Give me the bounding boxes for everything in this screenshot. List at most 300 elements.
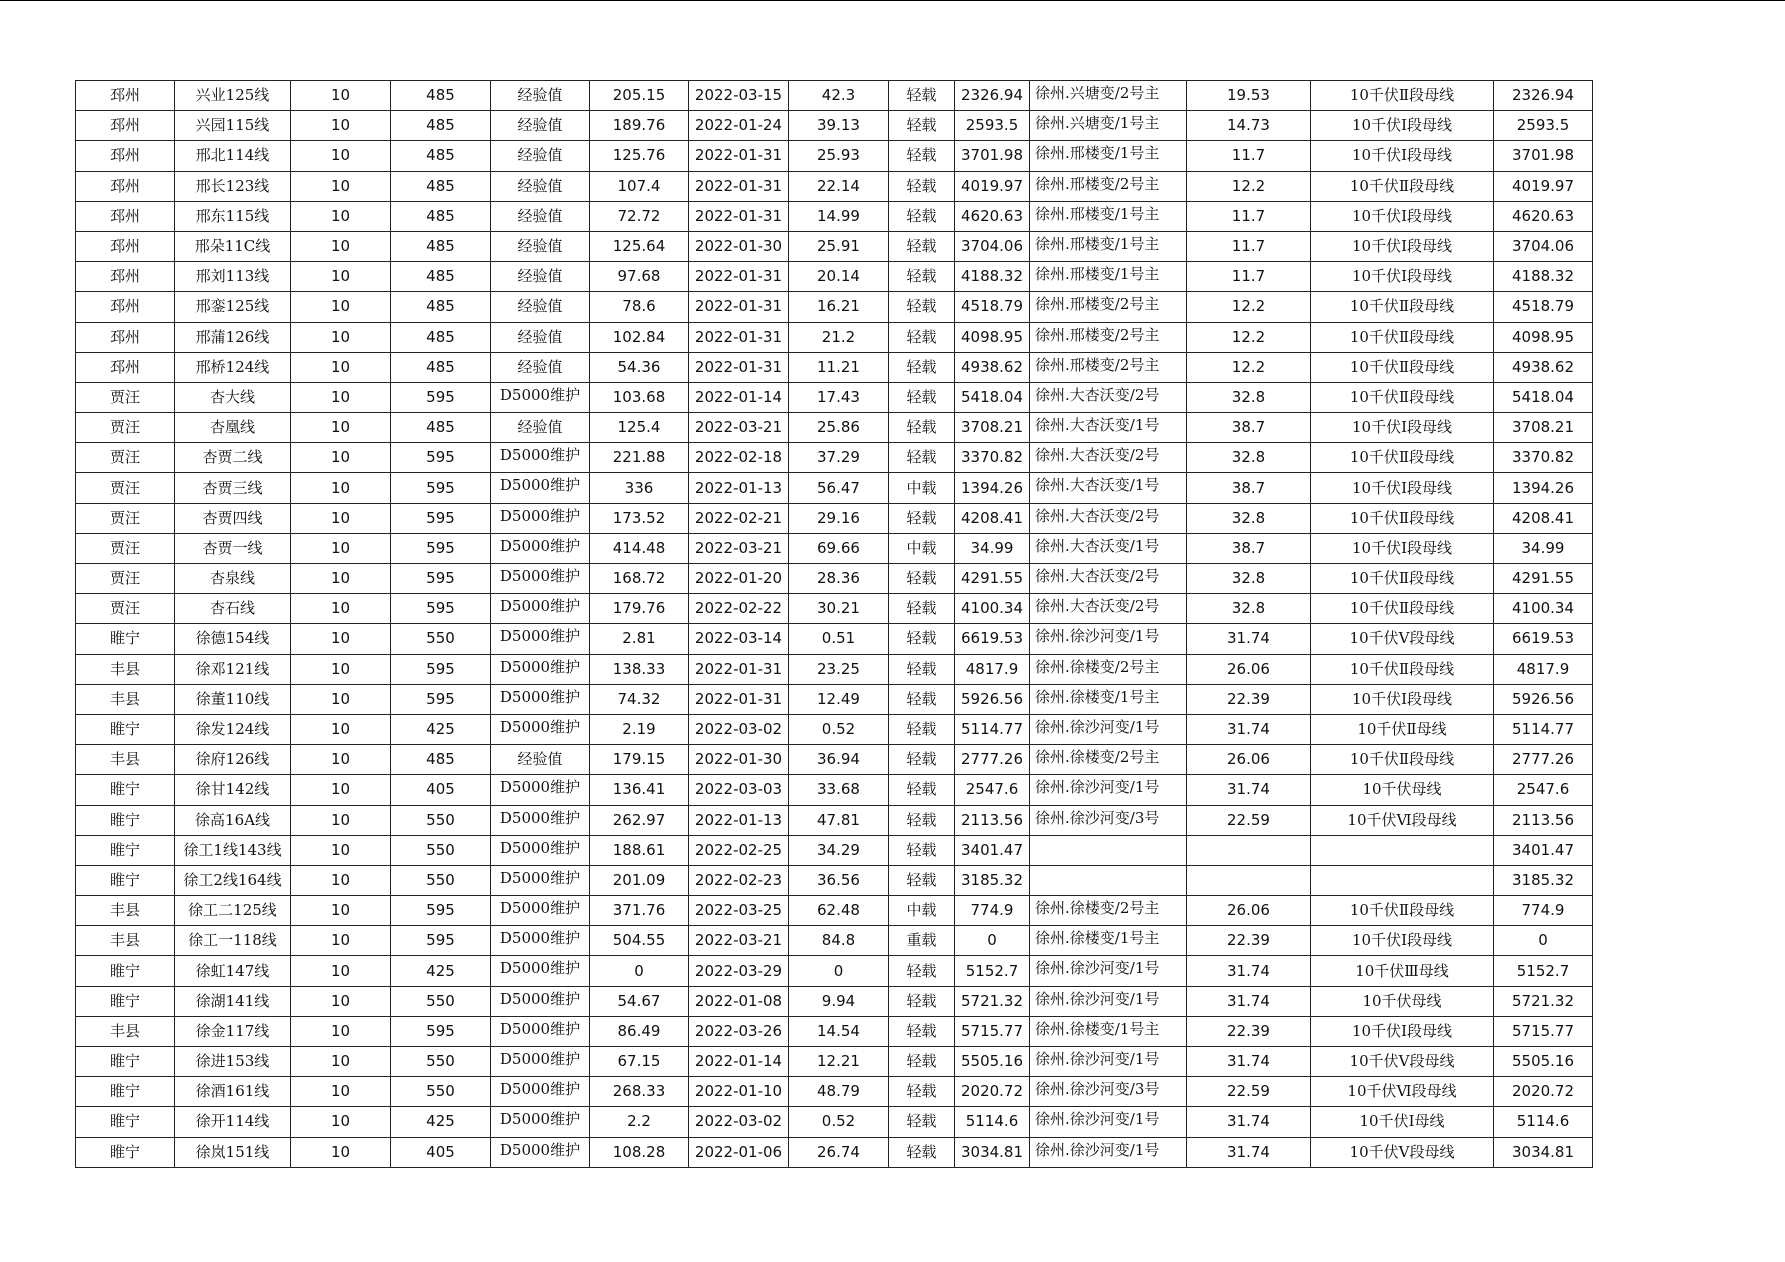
load-rate-cell: 0 xyxy=(789,956,889,986)
substation-transformer-cell: 徐州.邢楼变/1号主 xyxy=(1030,141,1187,171)
substation-transformer-cell: 徐州.徐沙河变/1号 xyxy=(1030,986,1187,1016)
max-current-cell: 179.15 xyxy=(590,745,689,775)
bus-section-cell: 10千伏Ⅲ母线 xyxy=(1311,956,1494,986)
max-current-cell: 268.33 xyxy=(590,1077,689,1107)
rated-current-cell: 485 xyxy=(391,81,491,111)
transformer-value-cell: 14.73 xyxy=(1187,111,1311,141)
line-name-cell: 徐发124线 xyxy=(175,714,291,744)
rated-current-cell: 595 xyxy=(391,1016,491,1046)
max-date-cell: 2022-03-02 xyxy=(689,1107,789,1137)
line-name-cell: 徐进153线 xyxy=(175,1047,291,1077)
source-method-cell: D5000维护 xyxy=(491,775,590,805)
substation-transformer-cell: 徐州.邢楼变/2号主 xyxy=(1030,322,1187,352)
spare-capacity-cell: 2593.5 xyxy=(1494,111,1593,141)
line-name-cell: 邢蒲126线 xyxy=(175,322,291,352)
load-status-cell: 轻载 xyxy=(889,262,955,292)
substation-transformer-cell: 徐州.邢楼变/1号主 xyxy=(1030,201,1187,231)
table-row xyxy=(76,564,1593,594)
voltage-cell: 10 xyxy=(291,624,391,654)
max-date-cell: 2022-01-30 xyxy=(689,745,789,775)
line-name-cell: 邢东115线 xyxy=(175,201,291,231)
voltage-cell: 10 xyxy=(291,81,391,111)
max-date-cell: 2022-01-31 xyxy=(689,201,789,231)
transformer-value-cell: 26.06 xyxy=(1187,745,1311,775)
load-rate-cell: 34.29 xyxy=(789,835,889,865)
max-date-cell: 2022-03-03 xyxy=(689,775,789,805)
max-current-cell: 72.72 xyxy=(590,201,689,231)
bus-section-cell: 10千伏Ⅰ段母线 xyxy=(1311,262,1494,292)
table-row xyxy=(76,956,1593,986)
rated-current-cell: 425 xyxy=(391,956,491,986)
line-name-cell: 徐高16A线 xyxy=(175,805,291,835)
voltage-cell: 10 xyxy=(291,262,391,292)
load-status-cell: 轻载 xyxy=(889,714,955,744)
table-row xyxy=(76,322,1593,352)
transformer-value-cell: 32.8 xyxy=(1187,443,1311,473)
max-current-cell: 201.09 xyxy=(590,865,689,895)
substation-transformer-cell: 徐州.徐沙河变/1号 xyxy=(1030,956,1187,986)
max-current-cell: 103.68 xyxy=(590,382,689,412)
transformer-value-cell: 38.7 xyxy=(1187,413,1311,443)
transformer-value-cell: 32.8 xyxy=(1187,382,1311,412)
source-method-cell: 经验值 xyxy=(491,262,590,292)
max-current-cell: 188.61 xyxy=(590,835,689,865)
line-name-cell: 徐酒161线 xyxy=(175,1077,291,1107)
spare-capacity-cell: 5114.6 xyxy=(1494,1107,1593,1137)
district-cell: 丰县 xyxy=(76,745,175,775)
transformer-value-cell: 11.7 xyxy=(1187,141,1311,171)
table-row xyxy=(76,503,1593,533)
bus-section-cell: 10千伏Ⅵ段母线 xyxy=(1311,805,1494,835)
load-status-cell: 轻载 xyxy=(889,1137,955,1167)
load-rate-cell: 9.94 xyxy=(789,986,889,1016)
rated-current-cell: 595 xyxy=(391,564,491,594)
load-status-cell: 轻载 xyxy=(889,352,955,382)
bus-section-cell: 10千伏Ⅱ段母线 xyxy=(1311,745,1494,775)
voltage-cell: 10 xyxy=(291,322,391,352)
load-status-cell: 轻载 xyxy=(889,443,955,473)
district-cell: 邳州 xyxy=(76,81,175,111)
available-capacity-cell: 4098.95 xyxy=(955,322,1030,352)
voltage-cell: 10 xyxy=(291,1047,391,1077)
substation-transformer-cell xyxy=(1030,835,1187,865)
load-status-cell: 轻载 xyxy=(889,775,955,805)
voltage-cell: 10 xyxy=(291,443,391,473)
voltage-cell: 10 xyxy=(291,1016,391,1046)
substation-transformer-cell: 徐州.徐楼变/2号主 xyxy=(1030,654,1187,684)
available-capacity-cell: 5418.04 xyxy=(955,382,1030,412)
source-method-cell: D5000维护 xyxy=(491,835,590,865)
bus-section-cell: 10千伏Ⅰ段母线 xyxy=(1311,111,1494,141)
spare-capacity-cell: 2326.94 xyxy=(1494,81,1593,111)
bus-section-cell: 10千伏Ⅰ段母线 xyxy=(1311,413,1494,443)
bus-section-cell: 10千伏Ⅰ母线 xyxy=(1311,1107,1494,1137)
rated-current-cell: 485 xyxy=(391,141,491,171)
rated-current-cell: 595 xyxy=(391,594,491,624)
spare-capacity-cell: 774.9 xyxy=(1494,896,1593,926)
table-row xyxy=(76,171,1593,201)
max-date-cell: 2022-03-21 xyxy=(689,413,789,443)
load-rate-cell: 11.21 xyxy=(789,352,889,382)
table-row xyxy=(76,986,1593,1016)
available-capacity-cell: 4938.62 xyxy=(955,352,1030,382)
load-rate-cell: 48.79 xyxy=(789,1077,889,1107)
source-method-cell: 经验值 xyxy=(491,413,590,443)
source-method-cell: D5000维护 xyxy=(491,564,590,594)
max-current-cell: 205.15 xyxy=(590,81,689,111)
bus-section-cell: 10千伏Ⅰ段母线 xyxy=(1311,141,1494,171)
source-method-cell: D5000维护 xyxy=(491,382,590,412)
table-row xyxy=(76,896,1593,926)
spare-capacity-cell: 4188.32 xyxy=(1494,262,1593,292)
table-row xyxy=(76,775,1593,805)
substation-transformer-cell: 徐州.大杏沃变/1号 xyxy=(1030,413,1187,443)
bus-section-cell: 10千伏Ⅴ段母线 xyxy=(1311,1137,1494,1167)
source-method-cell: D5000维护 xyxy=(491,926,590,956)
load-status-cell: 轻载 xyxy=(889,1107,955,1137)
available-capacity-cell: 2547.6 xyxy=(955,775,1030,805)
max-current-cell: 179.76 xyxy=(590,594,689,624)
load-rate-cell: 20.14 xyxy=(789,262,889,292)
line-name-cell: 徐开114线 xyxy=(175,1107,291,1137)
max-current-cell: 67.15 xyxy=(590,1047,689,1077)
max-current-cell: 504.55 xyxy=(590,926,689,956)
rated-current-cell: 485 xyxy=(391,292,491,322)
substation-transformer-cell: 徐州.徐沙河变/1号 xyxy=(1030,1137,1187,1167)
line-name-cell: 徐工2线164线 xyxy=(175,865,291,895)
spare-capacity-cell: 4518.79 xyxy=(1494,292,1593,322)
line-name-cell: 徐邓121线 xyxy=(175,654,291,684)
table-row xyxy=(76,624,1593,654)
load-rate-cell: 0.52 xyxy=(789,1107,889,1137)
max-date-cell: 2022-01-08 xyxy=(689,986,789,1016)
max-current-cell: 173.52 xyxy=(590,503,689,533)
source-method-cell: D5000维护 xyxy=(491,896,590,926)
rated-current-cell: 595 xyxy=(391,443,491,473)
load-rate-cell: 0.51 xyxy=(789,624,889,654)
substation-transformer-cell: 徐州.邢楼变/1号主 xyxy=(1030,231,1187,261)
voltage-cell: 10 xyxy=(291,231,391,261)
max-date-cell: 2022-03-26 xyxy=(689,1016,789,1046)
district-cell: 睢宁 xyxy=(76,956,175,986)
district-cell: 邳州 xyxy=(76,231,175,261)
max-current-cell: 0 xyxy=(590,956,689,986)
available-capacity-cell: 3370.82 xyxy=(955,443,1030,473)
voltage-cell: 10 xyxy=(291,956,391,986)
load-status-cell: 轻载 xyxy=(889,111,955,141)
table-row xyxy=(76,352,1593,382)
line-name-cell: 徐工一118线 xyxy=(175,926,291,956)
spare-capacity-cell: 4098.95 xyxy=(1494,322,1593,352)
transformer-value-cell: 31.74 xyxy=(1187,956,1311,986)
rated-current-cell: 550 xyxy=(391,624,491,654)
load-status-cell: 轻载 xyxy=(889,986,955,1016)
district-cell: 贾汪 xyxy=(76,564,175,594)
district-cell: 邳州 xyxy=(76,292,175,322)
voltage-cell: 10 xyxy=(291,292,391,322)
voltage-cell: 10 xyxy=(291,986,391,1016)
table-row xyxy=(76,382,1593,412)
voltage-cell: 10 xyxy=(291,896,391,926)
spare-capacity-cell: 2113.56 xyxy=(1494,805,1593,835)
spare-capacity-cell: 2020.72 xyxy=(1494,1077,1593,1107)
district-cell: 睢宁 xyxy=(76,1047,175,1077)
voltage-cell: 10 xyxy=(291,654,391,684)
bus-section-cell: 10千伏Ⅰ段母线 xyxy=(1311,926,1494,956)
source-method-cell: D5000维护 xyxy=(491,805,590,835)
load-status-cell: 轻载 xyxy=(889,1077,955,1107)
line-name-cell: 杏泉线 xyxy=(175,564,291,594)
bus-section-cell: 10千伏Ⅵ段母线 xyxy=(1311,1077,1494,1107)
spare-capacity-cell: 4208.41 xyxy=(1494,503,1593,533)
spare-capacity-cell: 3708.21 xyxy=(1494,413,1593,443)
voltage-cell: 10 xyxy=(291,1107,391,1137)
bus-section-cell: 10千伏Ⅱ段母线 xyxy=(1311,654,1494,684)
transformer-value-cell: 31.74 xyxy=(1187,775,1311,805)
spare-capacity-cell: 3034.81 xyxy=(1494,1137,1593,1167)
district-cell: 丰县 xyxy=(76,926,175,956)
source-method-cell: D5000维护 xyxy=(491,503,590,533)
line-name-cell: 杏贾三线 xyxy=(175,473,291,503)
rated-current-cell: 595 xyxy=(391,533,491,563)
voltage-cell: 10 xyxy=(291,141,391,171)
transformer-value-cell xyxy=(1187,865,1311,895)
table-row xyxy=(76,865,1593,895)
table-row xyxy=(76,1016,1593,1046)
bus-section-cell: 10千伏Ⅱ段母线 xyxy=(1311,292,1494,322)
district-cell: 睢宁 xyxy=(76,1107,175,1137)
voltage-cell: 10 xyxy=(291,111,391,141)
substation-transformer-cell: 徐州.徐楼变/2号主 xyxy=(1030,745,1187,775)
bus-section-cell: 10千伏Ⅰ段母线 xyxy=(1311,201,1494,231)
source-method-cell: D5000维护 xyxy=(491,473,590,503)
voltage-cell: 10 xyxy=(291,1137,391,1167)
load-status-cell: 中载 xyxy=(889,533,955,563)
max-date-cell: 2022-01-31 xyxy=(689,171,789,201)
max-current-cell: 336 xyxy=(590,473,689,503)
district-cell: 睢宁 xyxy=(76,986,175,1016)
available-capacity-cell: 4100.34 xyxy=(955,594,1030,624)
spare-capacity-cell: 5505.16 xyxy=(1494,1047,1593,1077)
load-rate-cell: 22.14 xyxy=(789,171,889,201)
substation-transformer-cell: 徐州.徐沙河变/1号 xyxy=(1030,714,1187,744)
load-status-cell: 轻载 xyxy=(889,141,955,171)
spare-capacity-cell: 5721.32 xyxy=(1494,986,1593,1016)
district-cell: 邳州 xyxy=(76,322,175,352)
transformer-value-cell: 12.2 xyxy=(1187,322,1311,352)
max-date-cell: 2022-01-31 xyxy=(689,684,789,714)
max-date-cell: 2022-01-31 xyxy=(689,654,789,684)
voltage-cell: 10 xyxy=(291,684,391,714)
available-capacity-cell: 2593.5 xyxy=(955,111,1030,141)
source-method-cell: D5000维护 xyxy=(491,956,590,986)
bus-section-cell xyxy=(1311,835,1494,865)
line-name-cell: 徐岚151线 xyxy=(175,1137,291,1167)
line-name-cell: 杏凰线 xyxy=(175,413,291,443)
load-status-cell: 轻载 xyxy=(889,956,955,986)
rated-current-cell: 595 xyxy=(391,382,491,412)
bus-section-cell: 10千伏Ⅰ段母线 xyxy=(1311,231,1494,261)
available-capacity-cell: 4620.63 xyxy=(955,201,1030,231)
bus-section-cell: 10千伏母线 xyxy=(1311,775,1494,805)
load-rate-cell: 23.25 xyxy=(789,654,889,684)
spare-capacity-cell: 5926.56 xyxy=(1494,684,1593,714)
bus-section-cell: 10千伏Ⅴ段母线 xyxy=(1311,1047,1494,1077)
source-method-cell: 经验值 xyxy=(491,201,590,231)
district-cell: 贾汪 xyxy=(76,473,175,503)
line-name-cell: 徐甘142线 xyxy=(175,775,291,805)
load-status-cell: 轻载 xyxy=(889,1047,955,1077)
table-row xyxy=(76,1107,1593,1137)
rated-current-cell: 550 xyxy=(391,805,491,835)
max-date-cell: 2022-01-31 xyxy=(689,352,789,382)
rated-current-cell: 550 xyxy=(391,835,491,865)
district-cell: 丰县 xyxy=(76,654,175,684)
bus-section-cell: 10千伏Ⅰ段母线 xyxy=(1311,684,1494,714)
load-status-cell: 轻载 xyxy=(889,684,955,714)
transformer-value-cell: 22.39 xyxy=(1187,1016,1311,1046)
page-top-rule xyxy=(0,0,1785,1)
table-row xyxy=(76,473,1593,503)
max-date-cell: 2022-01-06 xyxy=(689,1137,789,1167)
district-cell: 睢宁 xyxy=(76,775,175,805)
rated-current-cell: 595 xyxy=(391,473,491,503)
max-current-cell: 54.67 xyxy=(590,986,689,1016)
max-date-cell: 2022-03-02 xyxy=(689,714,789,744)
load-status-cell: 轻载 xyxy=(889,564,955,594)
load-status-cell: 轻载 xyxy=(889,654,955,684)
spare-capacity-cell: 3370.82 xyxy=(1494,443,1593,473)
max-date-cell: 2022-03-25 xyxy=(689,896,789,926)
spare-capacity-cell: 6619.53 xyxy=(1494,624,1593,654)
available-capacity-cell: 2326.94 xyxy=(955,81,1030,111)
max-current-cell: 138.33 xyxy=(590,654,689,684)
spare-capacity-cell: 3701.98 xyxy=(1494,141,1593,171)
transformer-value-cell: 31.74 xyxy=(1187,986,1311,1016)
table-row xyxy=(76,684,1593,714)
max-current-cell: 414.48 xyxy=(590,533,689,563)
load-rate-cell: 56.47 xyxy=(789,473,889,503)
rated-current-cell: 485 xyxy=(391,352,491,382)
spare-capacity-cell: 5114.77 xyxy=(1494,714,1593,744)
source-method-cell: D5000维护 xyxy=(491,594,590,624)
substation-transformer-cell: 徐州.徐沙河变/3号 xyxy=(1030,805,1187,835)
line-name-cell: 徐工1线143线 xyxy=(175,835,291,865)
source-method-cell: 经验值 xyxy=(491,171,590,201)
district-cell: 贾汪 xyxy=(76,382,175,412)
max-date-cell: 2022-03-14 xyxy=(689,624,789,654)
source-method-cell: D5000维护 xyxy=(491,443,590,473)
max-date-cell: 2022-01-31 xyxy=(689,292,789,322)
max-date-cell: 2022-01-24 xyxy=(689,111,789,141)
voltage-cell: 10 xyxy=(291,413,391,443)
source-method-cell: D5000维护 xyxy=(491,624,590,654)
max-date-cell: 2022-01-31 xyxy=(689,141,789,171)
transformer-value-cell: 11.7 xyxy=(1187,201,1311,231)
load-rate-cell: 29.16 xyxy=(789,503,889,533)
source-method-cell: 经验值 xyxy=(491,111,590,141)
max-current-cell: 125.64 xyxy=(590,231,689,261)
table-row xyxy=(76,926,1593,956)
load-status-cell: 轻载 xyxy=(889,805,955,835)
line-name-cell: 徐金117线 xyxy=(175,1016,291,1046)
available-capacity-cell: 4208.41 xyxy=(955,503,1030,533)
transformer-value-cell: 22.39 xyxy=(1187,684,1311,714)
transformer-value-cell: 31.74 xyxy=(1187,1107,1311,1137)
available-capacity-cell: 2777.26 xyxy=(955,745,1030,775)
available-capacity-cell: 2113.56 xyxy=(955,805,1030,835)
district-cell: 贾汪 xyxy=(76,443,175,473)
rated-current-cell: 550 xyxy=(391,865,491,895)
available-capacity-cell: 5152.7 xyxy=(955,956,1030,986)
substation-transformer-cell: 徐州.兴塘变/1号主 xyxy=(1030,111,1187,141)
load-rate-cell: 47.81 xyxy=(789,805,889,835)
district-cell: 睢宁 xyxy=(76,624,175,654)
load-rate-cell: 17.43 xyxy=(789,382,889,412)
load-rate-cell: 12.49 xyxy=(789,684,889,714)
line-name-cell: 邢北114线 xyxy=(175,141,291,171)
spare-capacity-cell: 5418.04 xyxy=(1494,382,1593,412)
bus-section-cell: 10千伏Ⅰ段母线 xyxy=(1311,533,1494,563)
load-rate-cell: 0.52 xyxy=(789,714,889,744)
load-rate-cell: 36.56 xyxy=(789,865,889,895)
max-date-cell: 2022-01-31 xyxy=(689,262,789,292)
table-row xyxy=(76,1137,1593,1167)
district-cell: 贾汪 xyxy=(76,503,175,533)
bus-section-cell: 10千伏母线 xyxy=(1311,986,1494,1016)
max-current-cell: 78.6 xyxy=(590,292,689,322)
available-capacity-cell: 5505.16 xyxy=(955,1047,1030,1077)
substation-transformer-cell xyxy=(1030,865,1187,895)
substation-transformer-cell: 徐州.大杏沃变/2号 xyxy=(1030,503,1187,533)
transformer-value-cell: 12.2 xyxy=(1187,171,1311,201)
voltage-cell: 10 xyxy=(291,1077,391,1107)
max-date-cell: 2022-01-31 xyxy=(689,322,789,352)
transformer-value-cell: 22.59 xyxy=(1187,1077,1311,1107)
available-capacity-cell: 3708.21 xyxy=(955,413,1030,443)
transformer-value-cell: 22.59 xyxy=(1187,805,1311,835)
bus-section-cell: 10千伏Ⅱ段母线 xyxy=(1311,81,1494,111)
spare-capacity-cell: 0 xyxy=(1494,926,1593,956)
line-name-cell: 邢朵11C线 xyxy=(175,231,291,261)
rated-current-cell: 405 xyxy=(391,775,491,805)
load-status-cell: 轻载 xyxy=(889,745,955,775)
bus-section-cell: 10千伏Ⅱ段母线 xyxy=(1311,171,1494,201)
load-rate-cell: 14.99 xyxy=(789,201,889,231)
max-current-cell: 74.32 xyxy=(590,684,689,714)
transformer-value-cell: 31.74 xyxy=(1187,624,1311,654)
spare-capacity-cell: 4291.55 xyxy=(1494,564,1593,594)
line-name-cell: 杏大线 xyxy=(175,382,291,412)
district-cell: 贾汪 xyxy=(76,533,175,563)
bus-section-cell: 10千伏Ⅱ母线 xyxy=(1311,714,1494,744)
table-row xyxy=(76,292,1593,322)
transformer-value-cell: 31.74 xyxy=(1187,1137,1311,1167)
max-current-cell: 2.19 xyxy=(590,714,689,744)
table-row xyxy=(76,443,1593,473)
load-rate-cell: 36.94 xyxy=(789,745,889,775)
available-capacity-cell: 5114.77 xyxy=(955,714,1030,744)
max-date-cell: 2022-02-22 xyxy=(689,594,789,624)
available-capacity-cell: 4188.32 xyxy=(955,262,1030,292)
substation-transformer-cell: 徐州.徐楼变/1号主 xyxy=(1030,684,1187,714)
table-row xyxy=(76,81,1593,111)
substation-transformer-cell: 徐州.兴塘变/2号主 xyxy=(1030,81,1187,111)
district-cell: 邳州 xyxy=(76,262,175,292)
load-rate-cell: 33.68 xyxy=(789,775,889,805)
load-rate-cell: 39.13 xyxy=(789,111,889,141)
source-method-cell: D5000维护 xyxy=(491,865,590,895)
